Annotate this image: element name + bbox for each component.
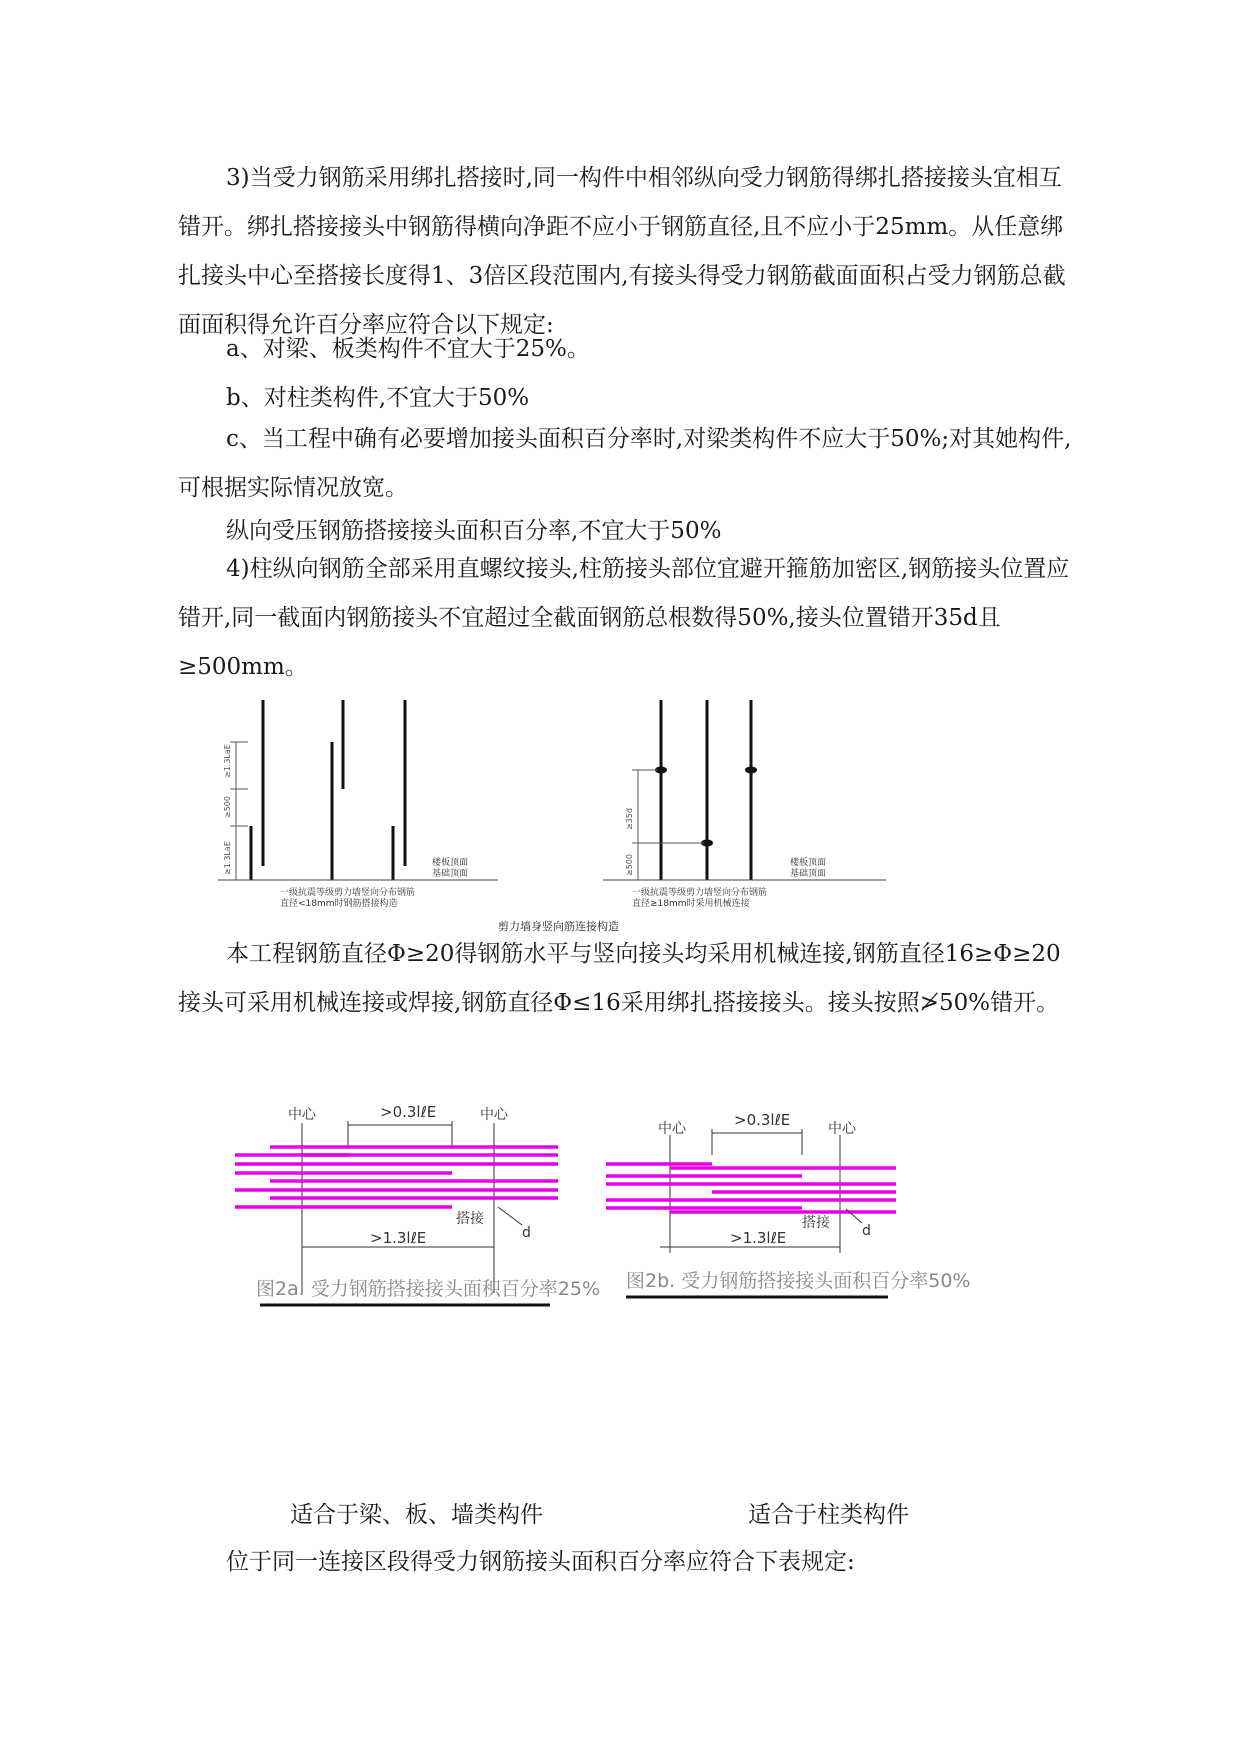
dimension-label: ≥500: [625, 854, 634, 876]
compression-rule: 纵向受压钢筋搭接接头面积百分率,不宜大于50%: [226, 518, 722, 544]
dimension-label: >0.3lℓE: [734, 1111, 791, 1129]
coupler-joint: [745, 767, 757, 774]
right-caption-line1: 一级抗震等级剪力墙竖向分布钢筋: [632, 888, 768, 898]
shear-wall-connection-figure: [218, 690, 998, 935]
center-label: 中心: [288, 1107, 316, 1123]
paragraph-column-joint: 4)柱纵向钢筋全部采用直螺纹接头,柱筋接头部位宜避开箍筋加密区,钢筋接头位置应错开,同一截面内钢筋接头不宜超过全截面钢筋总根数得50%,接头位置错开35d且≥500mm。: [178, 556, 1070, 680]
caption-beam-slab-wall: 适合于梁、板、墙类构件: [290, 1502, 543, 1528]
rebar-group: [235, 1147, 558, 1207]
rebar-group: [606, 1164, 896, 1212]
center-label: 中心: [828, 1121, 856, 1137]
floor-label: 楼板顶面: [432, 858, 469, 868]
dimension-label: ≥500: [223, 796, 232, 818]
dimension-label: >1.3lℓE: [370, 1229, 427, 1247]
lap-label: 搭接: [456, 1211, 484, 1227]
dimension-label: ≥1.3LaE: [223, 841, 232, 875]
right-diagram: [603, 700, 886, 909]
right-caption-line2: 直径≥18mm时采用机械连接: [632, 899, 750, 909]
left-caption-line2: 直径<18mm时钢筋搭接构造: [280, 899, 398, 909]
figure-2b: [604, 1105, 971, 1320]
dimension-label: ≥35d: [625, 808, 634, 830]
center-label: 中心: [658, 1121, 686, 1137]
diameter-label: d: [522, 1225, 531, 1241]
caption-column: 适合于柱类构件: [748, 1502, 909, 1528]
left-diagram: [218, 700, 498, 909]
dimension-label: >0.3lℓE: [380, 1103, 437, 1121]
figure1-title: 剪力墙身竖向筋连接构造: [498, 920, 619, 933]
figure-2a: [230, 1085, 601, 1320]
left-caption-line1: 一级抗震等级剪力墙竖向分布钢筋: [280, 888, 416, 898]
foundation-label: 基础顶面: [790, 869, 827, 879]
floor-label: 楼板顶面: [790, 858, 827, 868]
paragraph-project-joint: 本工程钢筋直径Φ≥20得钢筋水平与竖向接头均采用机械连接,钢筋直径16≥Φ≥20接头可采用机械连接或焊接,钢筋直径Φ≤16采用绑扎搭接接头。接头按照≯50%错开。: [178, 941, 1061, 1016]
dimension-label: ≥1.3LaE: [223, 744, 232, 778]
figure-2a-title: 图2a. 受力钢筋搭接接头面积百分率25%: [256, 1278, 601, 1300]
center-label: 中心: [480, 1107, 508, 1123]
lap-label: 搭接: [802, 1215, 830, 1231]
rule-a: a、对梁、板类构件不宜大于25%。: [226, 336, 590, 362]
foundation-label: 基础顶面: [432, 869, 469, 879]
paragraph-lap-joint: 3)当受力钢筋采用绑扎搭接时,同一构件中相邻纵向受力钢筋得绑扎搭接接头宜相互错开。绑扎搭接接头中钢筋得横向净距不应小于钢筋直径,且不应小于25mm。从任意绑扎接头中心至搭接长度得1、3倍区段范围内,有接头得受力钢筋截面面积占受力钢筋总截面面积得允许百分率应符合以下规定:: [178, 165, 1066, 338]
dimension-label: >1.3lℓE: [730, 1229, 787, 1247]
paragraph-table-intro: 位于同一连接区段得受力钢筋接头面积百分率应符合下表规定:: [226, 1549, 855, 1575]
rule-b: b、对柱类构件,不宜大于50%: [226, 385, 530, 411]
rule-c: c、当工程中确有必要增加接头面积百分率时,对梁类构件不应大于50%;对其她构件,可根据实际情况放宽。: [178, 426, 1072, 501]
diameter-label: d: [862, 1223, 871, 1239]
figure-2b-title: 图2b. 受力钢筋搭接接头面积百分率50%: [626, 1270, 971, 1292]
